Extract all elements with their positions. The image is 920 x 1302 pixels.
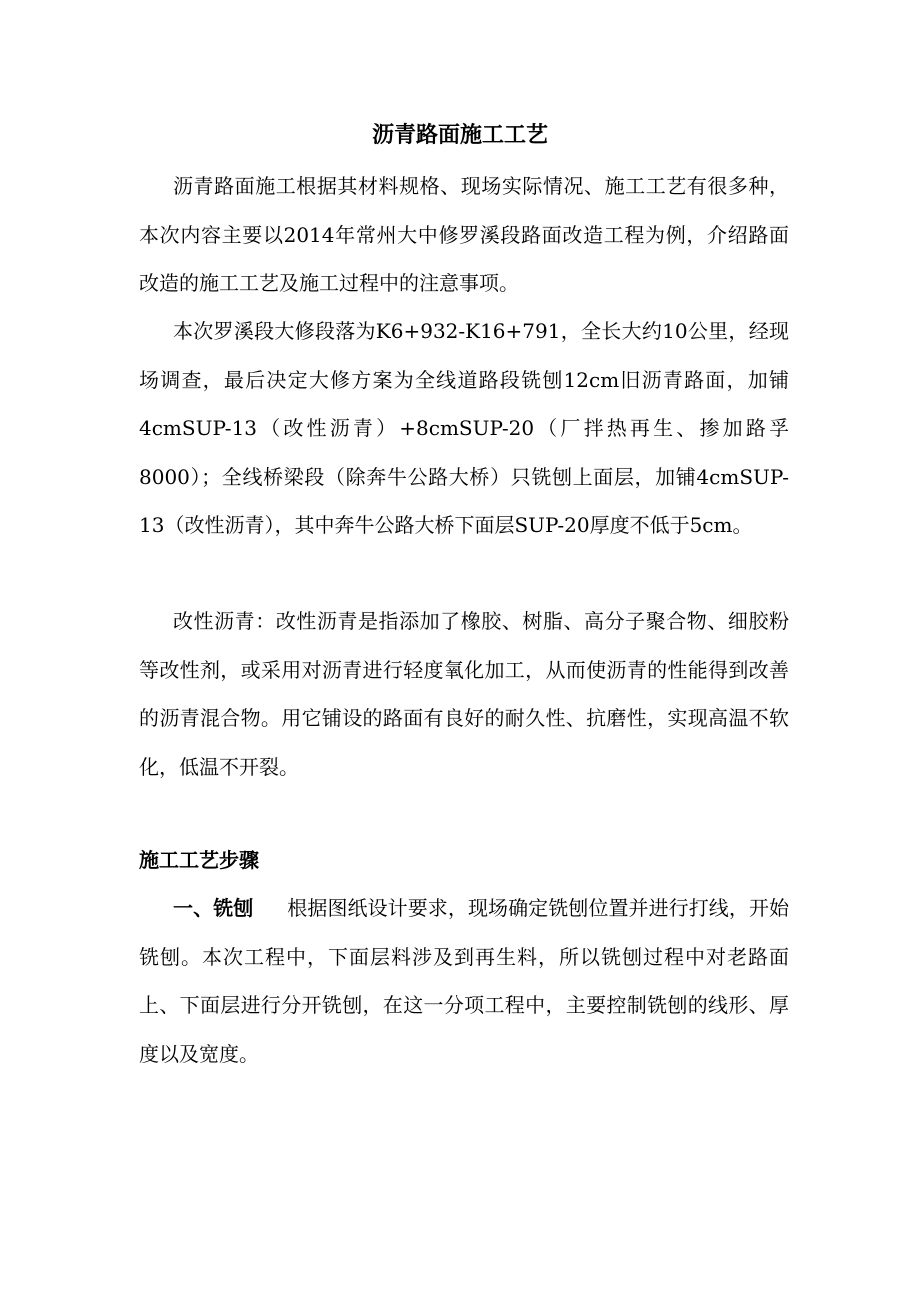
step-one-paragraph	[139, 884, 789, 1078]
section-heading: 施工工艺步骤	[139, 848, 259, 872]
document-title: 沥青路面施工工艺	[371, 123, 548, 148]
step-one-label: 一、铣刨	[173, 896, 254, 920]
step-one-text: 根据图纸设计要求，现场确定铣刨位置并进行打线，开始铣刨。本次工程中，下面层料涉及到再生料，所以铣刨过程中对老路面上、下面层进行分开铣刨，在这一分项工程中，主要控制铣刨的线形、厚度以及宽度。	[139, 896, 790, 1066]
intro-paragraph: 沥青路面施工根据其材料规格、现场实际情况、施工工艺有很多种，本次内容主要以2014年常州大中修罗溪段路面改造工程为例，介绍路面改造的施工工艺及施工过程中的注意事项。	[139, 174, 789, 295]
scope-paragraph: 本次罗溪段大修段落为K6+932-K16+791，全长大约10公里，经现场调查，最后决定大修方案为全线道路段铣刨12cm旧沥青路面，加铺4cmSUP-13（改性沥青）+8cmSUP-20（厂拌热再生、掺加路孚8000）；全线桥梁段（除奔牛公路大桥）只铣刨上面层，加铺4cmSUP-13（改性沥青），其中奔牛公路大桥下面层SUP-20厚度不低于5cm。	[139, 319, 789, 537]
modified-asphalt-paragraph: 改性沥青：改性沥青是指添加了橡胶、树脂、高分子聚合物、细胶粉等改性剂，或采用对沥青进行轻度氧化加工，从而使沥青的性能得到改善的沥青混合物。用它铺设的路面有良好的耐久性、抗磨性，实现高温不软化，低温不开裂。	[139, 609, 789, 779]
